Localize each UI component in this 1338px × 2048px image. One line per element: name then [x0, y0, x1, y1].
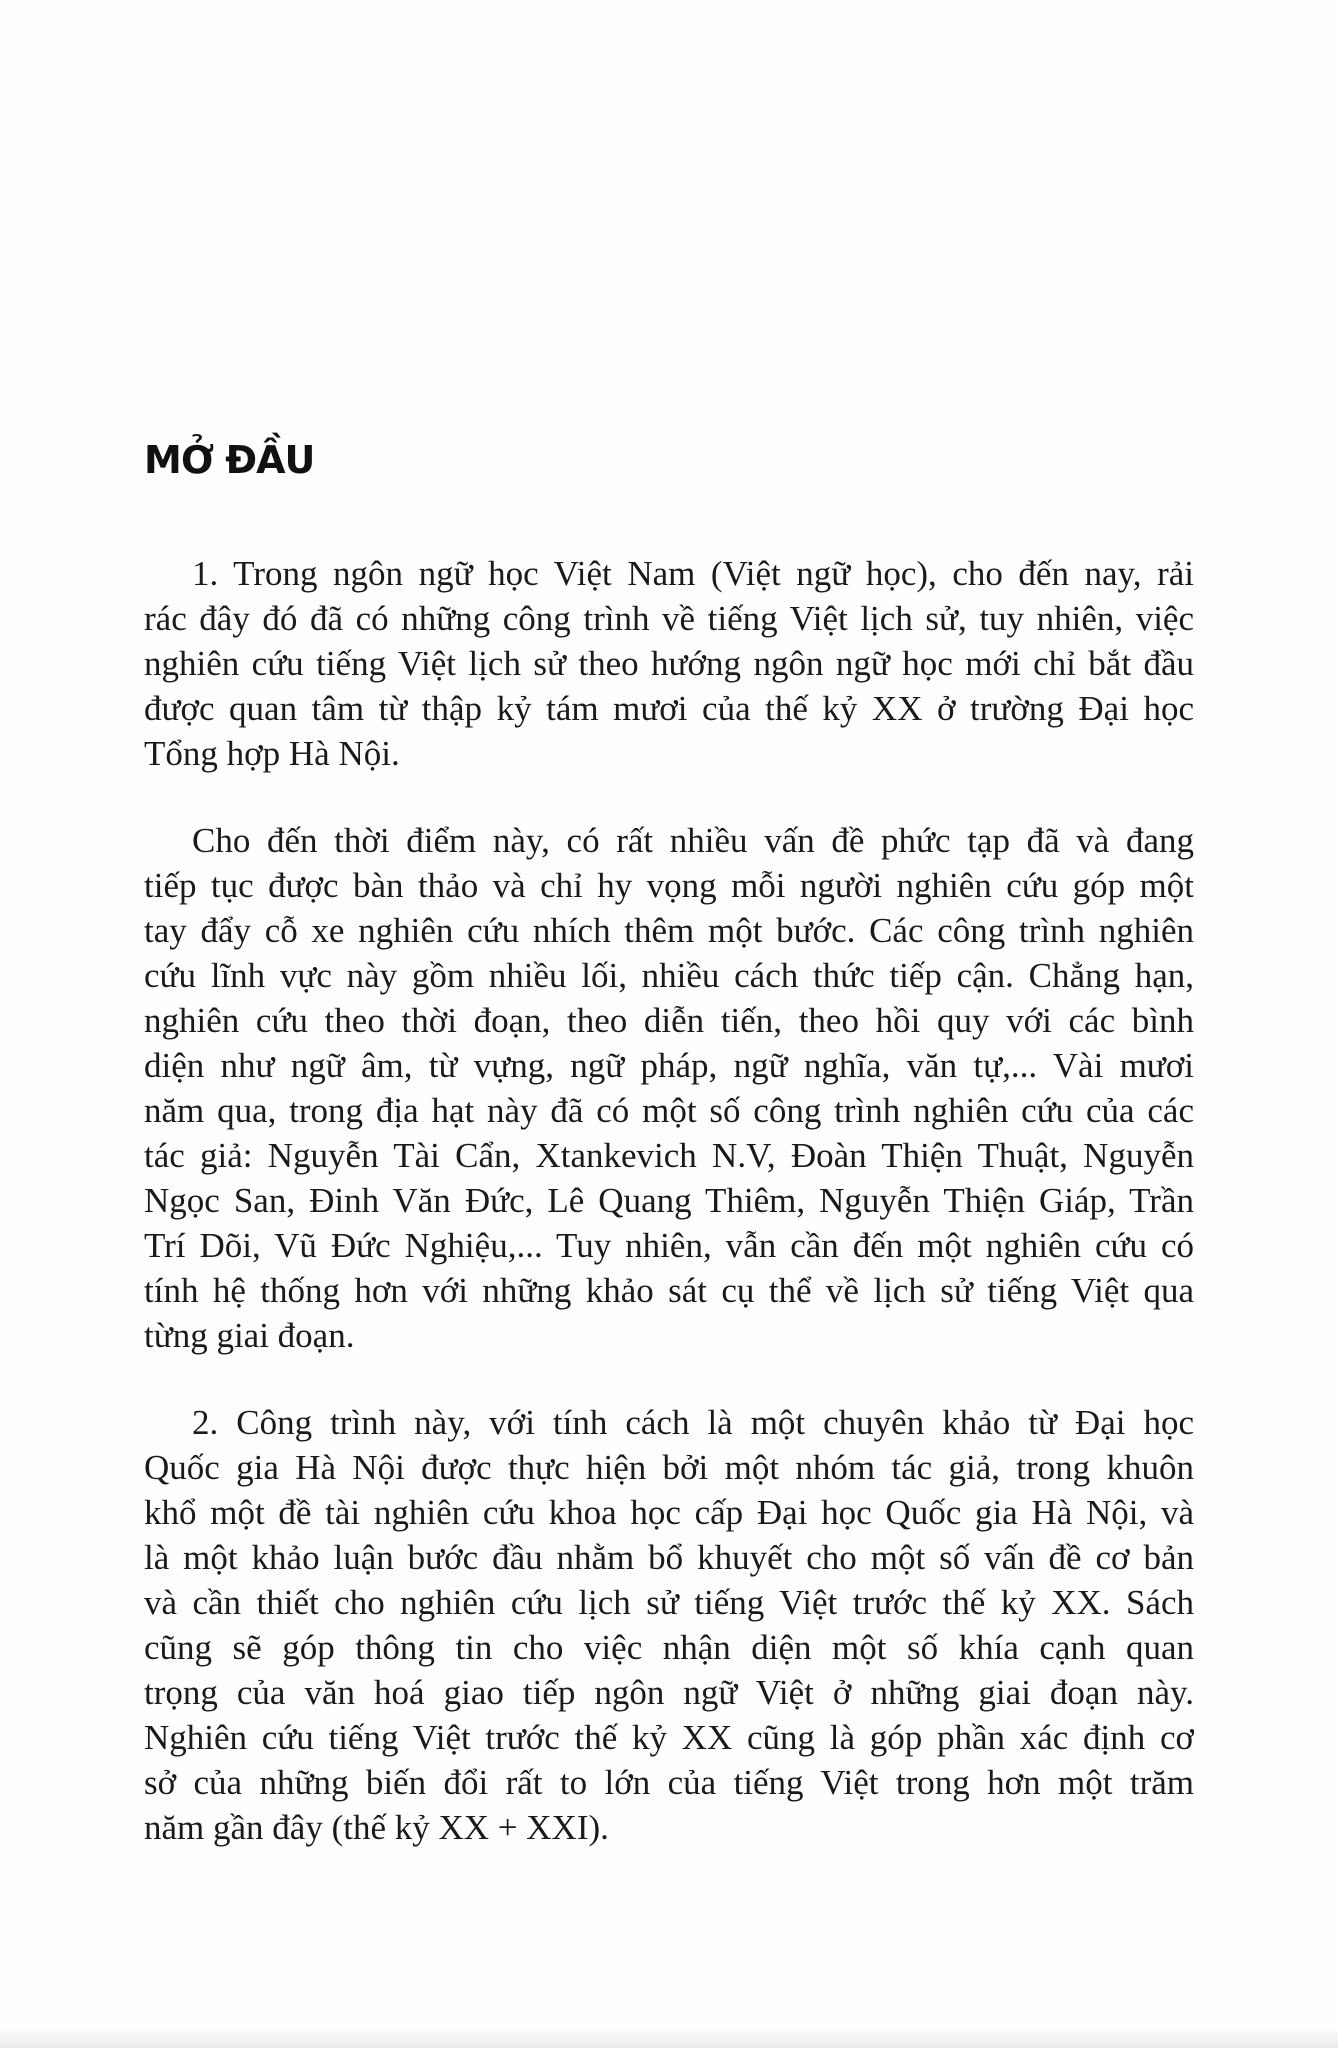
text-line: tính hệ thống hơn với những khảo sát cụ thể về lịch sử tiếng Việt qua — [144, 1271, 1194, 1310]
text-line: và cần thiết cho nghiên cứu lịch sử tiếng Việt trước thế kỷ XX. Sách — [144, 1583, 1194, 1622]
text-line: cứu lĩnh vực này gồm nhiều lối, nhiều cách thức tiếp cận. Chẳng hạn, — [144, 956, 1194, 995]
text-line: từng giai đoạn. — [144, 1316, 355, 1355]
text-line: nghiên cứu theo thời đoạn, theo diễn tiến, theo hồi quy với các bình — [144, 1001, 1194, 1040]
text-line: diện như ngữ âm, từ vựng, ngữ pháp, ngữ nghĩa, văn tự,... Vài mươi — [144, 1046, 1194, 1085]
text-line: 1. Trong ngôn ngữ học Việt Nam (Việt ngữ học), cho đến nay, rải — [192, 554, 1194, 593]
text-line: Ngọc San, Đinh Văn Đức, Lê Quang Thiêm, Nguyễn Thiện Giáp, Trần — [144, 1181, 1194, 1220]
text-line: khổ một đề tài nghiên cứu khoa học cấp Đại học Quốc gia Hà Nội, và — [144, 1493, 1194, 1532]
text-line: được quan tâm từ thập kỷ tám mươi của thế kỷ XX ở trường Đại học — [144, 689, 1194, 728]
text-line: 2. Công trình này, với tính cách là một chuyên khảo từ Đại học — [192, 1403, 1194, 1442]
text-line: nghiên cứu tiếng Việt lịch sử theo hướng ngôn ngữ học mới chỉ bắt đầu — [144, 644, 1194, 683]
text-line: Trí Dõi, Vũ Đức Nghiệu,... Tuy nhiên, vẫn cần đến một nghiên cứu có — [144, 1226, 1194, 1265]
text-line: là một khảo luận bước đầu nhằm bổ khuyết cho một số vấn đề cơ bản — [144, 1538, 1194, 1577]
text-line: sở của những biến đổi rất to lớn của tiếng Việt trong hơn một trăm — [144, 1763, 1194, 1802]
text-line: Cho đến thời điểm này, có rất nhiều vấn đề phức tạp đã và đang — [192, 821, 1194, 860]
chapter-heading: MỞ ĐẦU — [144, 438, 315, 482]
text-line: cũng sẽ góp thông tin cho việc nhận diện một số khía cạnh quan — [144, 1628, 1194, 1667]
text-line: tác giả: Nguyễn Tài Cẩn, Xtankevich N.V, Đoàn Thiện Thuật, Nguyễn — [144, 1136, 1194, 1175]
page-bottom-edge — [0, 2028, 1338, 2048]
text-line: tay đẩy cỗ xe nghiên cứu nhích thêm một bước. Các công trình nghiên — [144, 911, 1194, 950]
text-line: trọng của văn hoá giao tiếp ngôn ngữ Việt ở những giai đoạn này. — [144, 1673, 1194, 1712]
text-line: rác đây đó đã có những công trình về tiếng Việt lịch sử, tuy nhiên, việc — [144, 599, 1194, 638]
text-line: Nghiên cứu tiếng Việt trước thế kỷ XX cũng là góp phần xác định cơ — [144, 1718, 1194, 1757]
text-line: năm gần đây (thế kỷ XX + XXI). — [144, 1808, 609, 1847]
text-line: Quốc gia Hà Nội được thực hiện bởi một nhóm tác giả, trong khuôn — [144, 1448, 1194, 1487]
text-line: tiếp tục được bàn thảo và chỉ hy vọng mỗi người nghiên cứu góp một — [144, 866, 1194, 905]
text-line: năm qua, trong địa hạt này đã có một số công trình nghiên cứu của các — [144, 1091, 1194, 1130]
text-line: Tổng hợp Hà Nội. — [144, 734, 400, 773]
